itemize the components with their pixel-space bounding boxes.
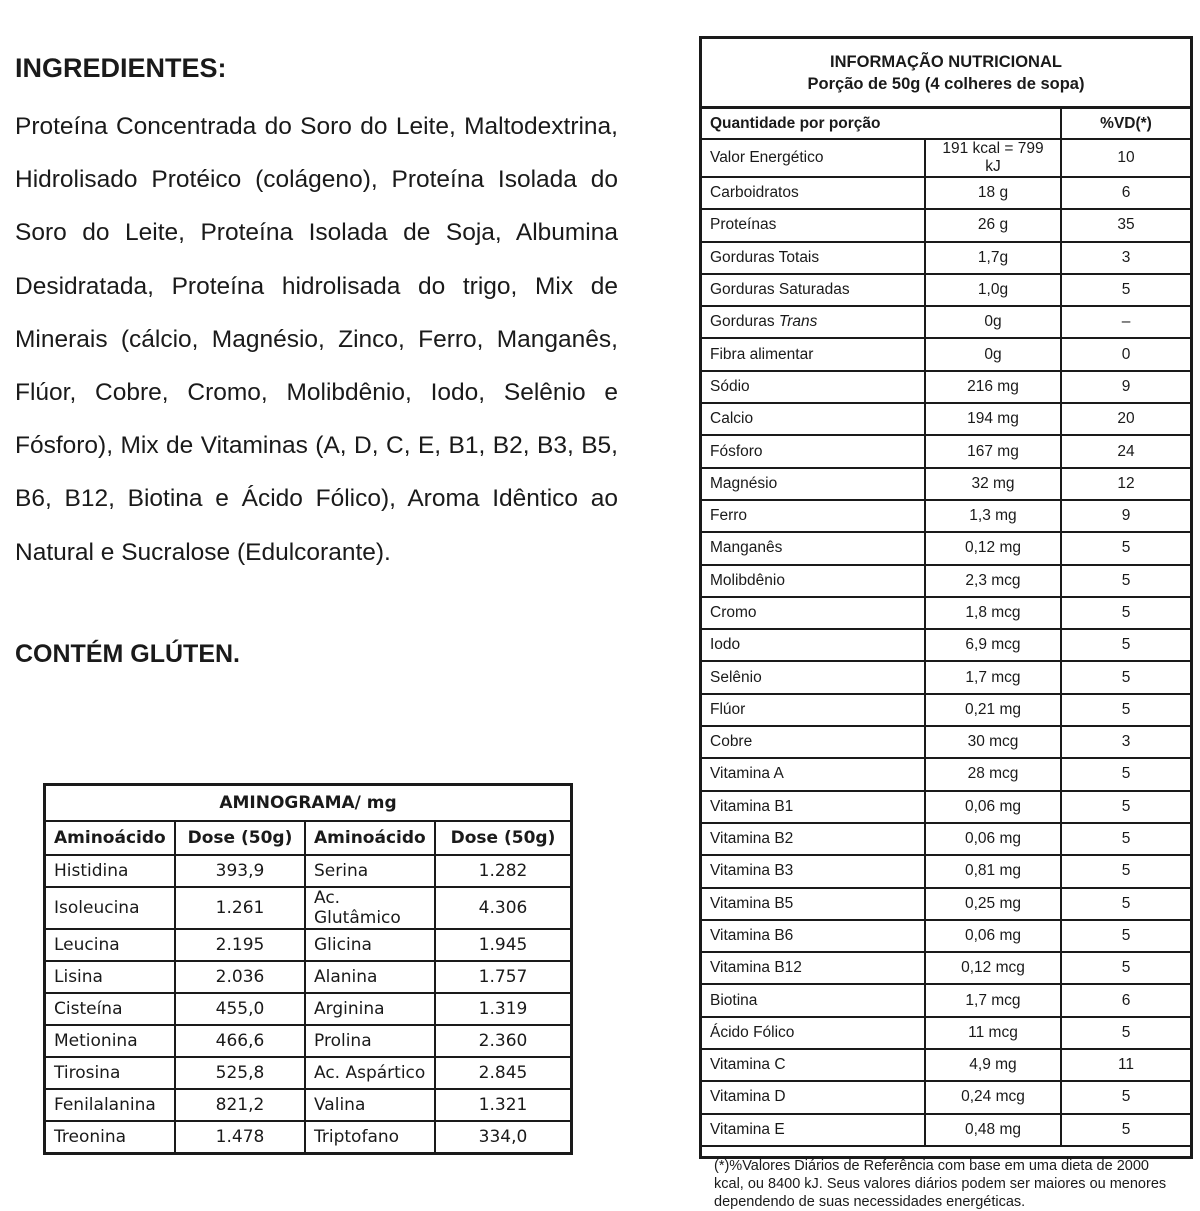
nutrient-name bbox=[702, 177, 925, 209]
amino-name: Tirosina bbox=[45, 1057, 176, 1089]
nutrient-name-text: Vitamina A bbox=[710, 765, 784, 783]
aminogram-title: AMINOGRAMA/ mg bbox=[45, 785, 572, 822]
nutrient-vd: 5 bbox=[1061, 532, 1190, 564]
amino-dose: 1.321 bbox=[435, 1089, 572, 1121]
nutrition-facts-panel bbox=[699, 36, 1193, 1210]
nutrient-name bbox=[702, 888, 925, 920]
aminogram-header-amino-1: Aminoácido bbox=[45, 821, 176, 855]
nutrient-name-text: Vitamina B1 bbox=[710, 797, 794, 815]
nutrition-body bbox=[702, 139, 1190, 1146]
nutrient-name bbox=[702, 1081, 925, 1113]
nutrient-name bbox=[702, 565, 925, 597]
nutrient-vd: 12 bbox=[1061, 468, 1190, 500]
aminogram-body bbox=[45, 855, 572, 1154]
amino-name: Lisina bbox=[45, 961, 176, 993]
nutrition-row bbox=[702, 888, 1190, 920]
amino-dose: 2.036 bbox=[175, 961, 305, 993]
nutrient-name bbox=[702, 694, 925, 726]
amino-dose: 821,2 bbox=[175, 1089, 305, 1121]
nutrient-name bbox=[702, 403, 925, 435]
ingredients-title: INGREDIENTES: bbox=[15, 53, 227, 83]
nutrient-name bbox=[702, 500, 925, 532]
nutrient-name-italic: Trans bbox=[778, 313, 818, 331]
nutrient-amount: 6,9 mcg bbox=[925, 629, 1061, 661]
nutrition-row bbox=[702, 242, 1190, 274]
aminogram-row bbox=[45, 1057, 572, 1089]
nutrition-row bbox=[702, 952, 1190, 984]
nutrient-vd: 5 bbox=[1061, 920, 1190, 952]
nutrient-amount: 167 mg bbox=[925, 435, 1061, 467]
nutrient-vd: 20 bbox=[1061, 403, 1190, 435]
nutrient-amount: 28 mcg bbox=[925, 758, 1061, 790]
nutrient-name bbox=[702, 791, 925, 823]
nutrient-name-text: Cromo bbox=[710, 604, 757, 621]
nutrient-vd: 5 bbox=[1061, 1081, 1190, 1113]
amino-name: Treonina bbox=[45, 1121, 176, 1154]
amino-dose: 1.478 bbox=[175, 1121, 305, 1154]
nutrient-name-text: Vitamina C bbox=[710, 1056, 786, 1074]
nutrition-row bbox=[702, 1049, 1190, 1081]
amino-dose: 525,8 bbox=[175, 1057, 305, 1089]
nutrient-name-text: Calcio bbox=[710, 410, 754, 428]
nutrient-vd: 5 bbox=[1061, 274, 1190, 306]
nutrient-name bbox=[702, 306, 925, 338]
amino-dose: 1.261 bbox=[175, 887, 305, 929]
nutrient-name bbox=[702, 597, 925, 629]
nutrient-name-text: Vitamina D bbox=[710, 1088, 786, 1106]
nutrient-name bbox=[702, 371, 925, 403]
amino-dose: 334,0 bbox=[435, 1121, 572, 1154]
nutrient-amount: 0g bbox=[925, 306, 1061, 338]
nutrient-amount: 0,12 mg bbox=[925, 532, 1061, 564]
nutrient-name bbox=[702, 920, 925, 952]
nutrition-table bbox=[702, 109, 1190, 1147]
amino-dose: 4.306 bbox=[435, 887, 572, 929]
nutrient-name-text: Manganês bbox=[710, 539, 783, 557]
nutrient-amount: 0g bbox=[925, 338, 1061, 370]
nutrient-amount: 216 mg bbox=[925, 371, 1061, 403]
nutrition-row bbox=[702, 338, 1190, 370]
nutrient-vd: 6 bbox=[1061, 177, 1190, 209]
nutrient-amount: 0,25 mg bbox=[925, 888, 1061, 920]
nutrient-vd: 11 bbox=[1061, 1049, 1190, 1081]
amino-name: Cisteína bbox=[45, 993, 176, 1025]
nutrient-amount: 26 g bbox=[925, 209, 1061, 241]
amino-name: Triptofano bbox=[305, 1121, 435, 1154]
amino-dose: 1.282 bbox=[435, 855, 572, 887]
nutrition-row bbox=[702, 177, 1190, 209]
aminogram-row bbox=[45, 1121, 572, 1154]
nutrition-row bbox=[702, 1114, 1190, 1146]
amino-name: Serina bbox=[305, 855, 435, 887]
nutrition-row bbox=[702, 468, 1190, 500]
nutrition-row bbox=[702, 1017, 1190, 1049]
nutrient-amount: 0,21 mg bbox=[925, 694, 1061, 726]
nutrition-row bbox=[702, 139, 1190, 177]
nutrient-name bbox=[702, 823, 925, 855]
amino-dose: 393,9 bbox=[175, 855, 305, 887]
nutrient-amount: 1,3 mg bbox=[925, 500, 1061, 532]
amino-dose: 455,0 bbox=[175, 993, 305, 1025]
nutrient-name-text: Valor Energético bbox=[710, 149, 824, 166]
nutrient-name bbox=[702, 1017, 925, 1049]
nutrient-name bbox=[702, 209, 925, 241]
nutrition-row bbox=[702, 984, 1190, 1016]
nutrient-name bbox=[702, 338, 925, 370]
nutrient-amount: 0,81 mg bbox=[925, 855, 1061, 887]
nutrient-name bbox=[702, 661, 925, 693]
amino-name: Arginina bbox=[305, 993, 435, 1025]
aminogram-row bbox=[45, 1025, 572, 1057]
nutrition-header-vd: %VD(*) bbox=[1061, 109, 1190, 139]
nutrient-name-text: Magnésio bbox=[710, 474, 778, 492]
nutrient-amount: 1,7 mcg bbox=[925, 661, 1061, 693]
nutrient-name bbox=[702, 726, 925, 758]
nutrition-row bbox=[702, 565, 1190, 597]
amino-name: Prolina bbox=[305, 1025, 435, 1057]
amino-dose: 1.945 bbox=[435, 929, 572, 961]
nutrient-amount: 11 mcg bbox=[925, 1017, 1061, 1049]
nutrient-name bbox=[702, 532, 925, 564]
nutrient-name-text: Fibra alimentar bbox=[710, 345, 814, 363]
nutrient-name-text: Cobre bbox=[710, 733, 753, 751]
amino-name: Valina bbox=[305, 1089, 435, 1121]
amino-name: Ac. Aspártico bbox=[305, 1057, 435, 1089]
aminogram-table bbox=[43, 783, 573, 1155]
nutrient-name bbox=[702, 1114, 925, 1146]
nutrition-row bbox=[702, 435, 1190, 467]
nutrient-amount: 0,06 mg bbox=[925, 791, 1061, 823]
nutrient-name-text: Molibdênio bbox=[710, 571, 785, 589]
nutrient-amount: 0,06 mg bbox=[925, 823, 1061, 855]
nutrient-amount: 1,8 mcg bbox=[925, 597, 1061, 629]
nutrient-vd: 9 bbox=[1061, 500, 1190, 532]
nutrition-row bbox=[702, 500, 1190, 532]
nutrient-amount: 0,12 mcg bbox=[925, 952, 1061, 984]
amino-name: Glicina bbox=[305, 929, 435, 961]
nutrient-name-text: Carboidratos bbox=[710, 184, 799, 202]
nutrition-row bbox=[702, 597, 1190, 629]
amino-dose: 2.195 bbox=[175, 929, 305, 961]
nutrient-vd: 5 bbox=[1061, 952, 1190, 984]
nutrition-row bbox=[702, 855, 1190, 887]
nutrient-amount: 0,06 mg bbox=[925, 920, 1061, 952]
amino-name: Metionina bbox=[45, 1025, 176, 1057]
amino-name: Isoleucina bbox=[45, 887, 176, 929]
gluten-warning: CONTÉM GLÚTEN. bbox=[15, 640, 240, 668]
amino-dose: 1.757 bbox=[435, 961, 572, 993]
nutrient-vd: 6 bbox=[1061, 984, 1190, 1016]
aminogram-row bbox=[45, 929, 572, 961]
nutrient-vd: 5 bbox=[1061, 855, 1190, 887]
nutrition-header bbox=[702, 39, 1190, 109]
nutrient-name-text: Gorduras bbox=[710, 313, 779, 331]
nutrient-name-text: Proteínas bbox=[710, 216, 777, 234]
nutrition-row bbox=[702, 532, 1190, 564]
nutrient-name bbox=[702, 758, 925, 790]
nutrient-name bbox=[702, 984, 925, 1016]
nutrition-row bbox=[702, 726, 1190, 758]
nutrition-footnote: (*)%Valores Diários de Referência com base em uma dieta de 2000 kcal, ou 8400 kJ. Seus valores diários podem ser maiores ou menores dependendo de suas necessidades energéticas. bbox=[714, 1157, 1167, 1210]
nutrition-row bbox=[702, 920, 1190, 952]
aminogram-row bbox=[45, 887, 572, 929]
nutrient-amount: 0,24 mcg bbox=[925, 1081, 1061, 1113]
nutrient-name bbox=[702, 952, 925, 984]
nutrient-vd: 10 bbox=[1061, 139, 1190, 177]
nutrient-amount: 1,7 mcg bbox=[925, 984, 1061, 1016]
nutrition-row bbox=[702, 758, 1190, 790]
nutrient-vd: 5 bbox=[1061, 758, 1190, 790]
nutrient-amount: 194 mg bbox=[925, 403, 1061, 435]
nutrition-title: INFORMAÇÃO NUTRICIONAL bbox=[830, 53, 1062, 71]
nutrient-name-text: Selênio bbox=[710, 668, 762, 686]
nutrition-row bbox=[702, 403, 1190, 435]
nutrient-amount: 18 g bbox=[925, 177, 1061, 209]
nutrition-row bbox=[702, 629, 1190, 661]
nutrient-name-text: Vitamina B12 bbox=[710, 959, 802, 977]
nutrition-row bbox=[702, 791, 1190, 823]
nutrient-amount: 1,0g bbox=[925, 274, 1061, 306]
aminogram-row bbox=[45, 993, 572, 1025]
nutrient-name-text: Sódio bbox=[710, 377, 750, 395]
nutrient-name bbox=[702, 468, 925, 500]
nutrient-amount: 2,3 mcg bbox=[925, 565, 1061, 597]
nutrient-name-text: Flúor bbox=[710, 700, 746, 718]
nutrient-vd: 3 bbox=[1061, 726, 1190, 758]
nutrient-vd: 5 bbox=[1061, 661, 1190, 693]
aminogram-header-dose-2: Dose (50g) bbox=[435, 821, 572, 855]
aminogram-row bbox=[45, 1089, 572, 1121]
nutrient-name bbox=[702, 274, 925, 306]
nutrient-amount: 32 mg bbox=[925, 468, 1061, 500]
amino-name: Fenilalanina bbox=[45, 1089, 176, 1121]
nutrition-row bbox=[702, 661, 1190, 693]
nutrition-serving: Porção de 50g (4 colheres de sopa) bbox=[807, 75, 1085, 93]
nutrient-name bbox=[702, 629, 925, 661]
amino-name: Histidina bbox=[45, 855, 176, 887]
nutrient-amount: 30 mcg bbox=[925, 726, 1061, 758]
amino-dose: 2.360 bbox=[435, 1025, 572, 1057]
nutrient-name-text: Vitamina E bbox=[710, 1120, 785, 1138]
nutrient-name bbox=[702, 1049, 925, 1081]
nutrient-name-text: Vitamina B5 bbox=[710, 894, 794, 912]
nutrient-name-text: Gorduras Totais bbox=[710, 248, 820, 266]
nutrient-vd: 24 bbox=[1061, 435, 1190, 467]
nutrient-name bbox=[702, 139, 925, 177]
nutrient-vd: – bbox=[1061, 306, 1190, 338]
nutrient-vd: 5 bbox=[1061, 694, 1190, 726]
ingredients-text: Proteína Concentrada do Soro do Leite, Maltodextrina, Hidrolisado Protéico (colágeno), Proteína Isolada do Soro do Leite, Proteína Isolada de Soja, Albumina Desidratada, Proteína hidrolisada do trigo, Mix de Minerais (cálcio, Magnésio, Zinco, Ferro, Manganês, Flúor, Cobre, Cromo, Molibdênio, Iodo, Selênio e Fósforo), Mix de Vitaminas (A, D, C, E, B1, B2, B3, B5, B6, B12, Biotina e Ácido Fólico), Aroma Idêntico ao Natural e Sucralose (Edulcorante). bbox=[15, 113, 618, 566]
nutrient-amount: 4,9 mg bbox=[925, 1049, 1061, 1081]
nutrient-vd: 5 bbox=[1061, 565, 1190, 597]
nutrient-vd: 5 bbox=[1061, 1017, 1190, 1049]
amino-name: Ac. Glutâmico bbox=[305, 887, 435, 929]
nutrient-name-text: Vitamina B2 bbox=[710, 830, 794, 848]
aminogram-header-amino-2: Aminoácido bbox=[305, 821, 435, 855]
nutrient-vd: 3 bbox=[1061, 242, 1190, 274]
aminogram-header-dose-1: Dose (50g) bbox=[175, 821, 305, 855]
nutrient-vd: 5 bbox=[1061, 629, 1190, 661]
amino-dose: 2.845 bbox=[435, 1057, 572, 1089]
nutrient-name-text: Gorduras Saturadas bbox=[710, 281, 850, 299]
nutrition-row bbox=[702, 209, 1190, 241]
nutrient-vd: 5 bbox=[1061, 823, 1190, 855]
nutrient-name-text: Fósforo bbox=[710, 442, 763, 460]
amino-name: Alanina bbox=[305, 961, 435, 993]
aminogram-row bbox=[45, 855, 572, 887]
nutrient-name-text: Ferro bbox=[710, 507, 748, 525]
nutrition-row bbox=[702, 1081, 1190, 1113]
nutrient-vd: 9 bbox=[1061, 371, 1190, 403]
nutrient-name-text: Vitamina B3 bbox=[710, 862, 794, 880]
nutrient-vd: 5 bbox=[1061, 1114, 1190, 1146]
nutrient-name-text: Biotina bbox=[710, 991, 758, 1009]
nutrient-vd: 5 bbox=[1061, 888, 1190, 920]
nutrient-name-text: Iodo bbox=[710, 636, 741, 654]
nutrient-name bbox=[702, 242, 925, 274]
nutrition-row bbox=[702, 371, 1190, 403]
nutrient-amount: 191 kcal = 799 kJ bbox=[925, 139, 1061, 177]
amino-name: Leucina bbox=[45, 929, 176, 961]
nutrition-row bbox=[702, 274, 1190, 306]
nutrient-vd: 5 bbox=[1061, 791, 1190, 823]
nutrient-amount: 0,48 mg bbox=[925, 1114, 1061, 1146]
nutrient-name-text: Vitamina B6 bbox=[710, 926, 794, 944]
nutrient-name-text: Ácido Fólico bbox=[710, 1023, 795, 1041]
nutrition-header-quantity: Quantidade por porção bbox=[702, 109, 1061, 139]
nutrient-amount: 1,7g bbox=[925, 242, 1061, 274]
nutrition-row bbox=[702, 694, 1190, 726]
nutrient-vd: 35 bbox=[1061, 209, 1190, 241]
nutrition-row bbox=[702, 823, 1190, 855]
amino-dose: 466,6 bbox=[175, 1025, 305, 1057]
nutrient-vd: 5 bbox=[1061, 597, 1190, 629]
nutrient-name bbox=[702, 855, 925, 887]
aminogram-row bbox=[45, 961, 572, 993]
nutrient-vd: 0 bbox=[1061, 338, 1190, 370]
nutrition-row bbox=[702, 306, 1190, 338]
amino-dose: 1.319 bbox=[435, 993, 572, 1025]
nutrient-name bbox=[702, 435, 925, 467]
